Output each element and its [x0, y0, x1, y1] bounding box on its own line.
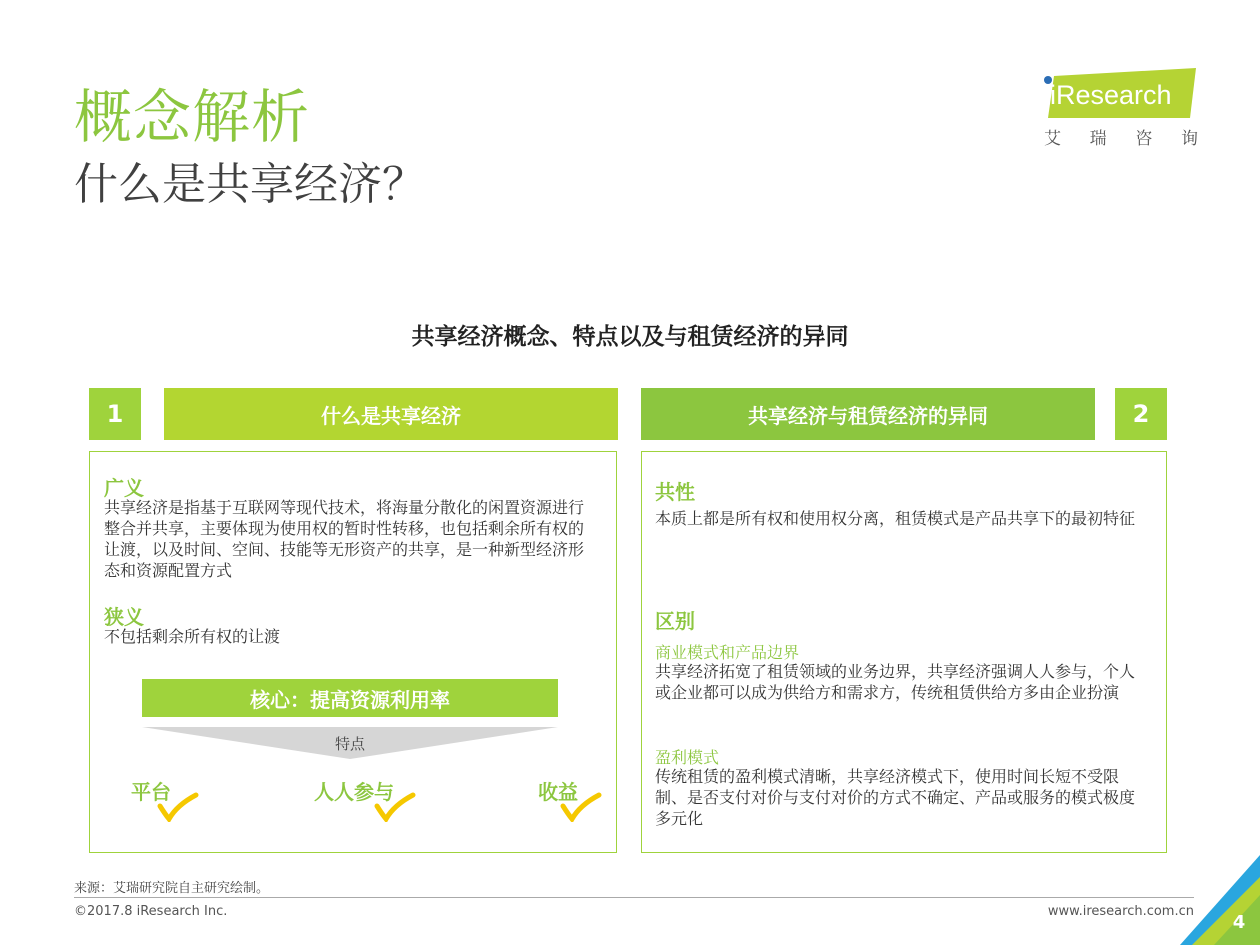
page-title: 概念解析 [74, 83, 311, 151]
difference-title: 区别 [655, 609, 695, 633]
logo-char: 询 [1180, 129, 1198, 149]
section-number-1: 1 [89, 388, 141, 440]
difference-1-text: 共享经济拓宽了租赁领域的业务边界，共享经济强调人人参与，个人或企业都可以成为供给方和需求方，传统租赁供给方多由企业扮演 [655, 662, 1136, 702]
footer-divider [74, 897, 1194, 898]
core-banner: 核心：提高资源利用率 [142, 679, 558, 717]
logo-wordmark: iResearch [1050, 80, 1172, 110]
narrow-definition-title: 狭义 [104, 605, 144, 629]
logo-char: 艾 [1044, 129, 1061, 149]
feature-revenue: 收益 [538, 780, 578, 804]
difference-2-text: 传统租赁的盈利模式清晰，共享经济模式下，使用时间长短不受限制、是否支付对价与支付对价的方式不确定、产品或服务的模式极度多元化 [655, 767, 1136, 828]
logo-char: 瑞 [1089, 129, 1107, 149]
check-icon [560, 792, 602, 822]
source-note: 来源：艾瑞研究院自主研究绘制。 [74, 881, 270, 896]
feature-participation: 人人参与 [314, 780, 394, 804]
feature-platform: 平台 [131, 780, 171, 804]
features-label: 特点 [334, 735, 365, 753]
narrow-definition-text: 不包括剩余所有权的让渡 [104, 627, 281, 646]
copyright: ©2017.8 iResearch Inc. [74, 904, 228, 919]
section-heading: 共享经济概念、特点以及与租赁经济的异同 [411, 324, 849, 350]
website-link[interactable]: www.iresearch.com.cn [1047, 904, 1194, 919]
left-header: 什么是共享经济 [164, 388, 618, 440]
broad-definition-text: 共享经济是指基于互联网等现代技术，将海量分散化的闲置资源进行整合并共享，主要体现为使用权的暂时性转移，也包括剩余所有权的让渡，以及时间、空间、技能等无形资产的共享，是一种新型经济形态和资源配置方式 [104, 498, 585, 580]
check-icon [157, 792, 199, 822]
common-text: 本质上都是所有权和使用权分离，租赁模式是产品共享下的最初特征 [655, 509, 1136, 528]
difference-2-title: 盈利模式 [655, 748, 720, 767]
broad-definition-title: 广义 [104, 476, 144, 500]
logo-chinese-name [1044, 124, 1198, 149]
page-number: 4 [1232, 912, 1246, 933]
right-header: 共享经济与租赁经济的异同 [641, 388, 1095, 440]
check-icon [374, 792, 416, 822]
logo-char: 咨 [1135, 129, 1153, 149]
common-title: 共性 [655, 480, 695, 504]
section-number-2: 2 [1115, 388, 1167, 440]
difference-1-title: 商业模式和产品边界 [655, 643, 800, 662]
page-subtitle: 什么是共享经济？ [74, 159, 426, 210]
